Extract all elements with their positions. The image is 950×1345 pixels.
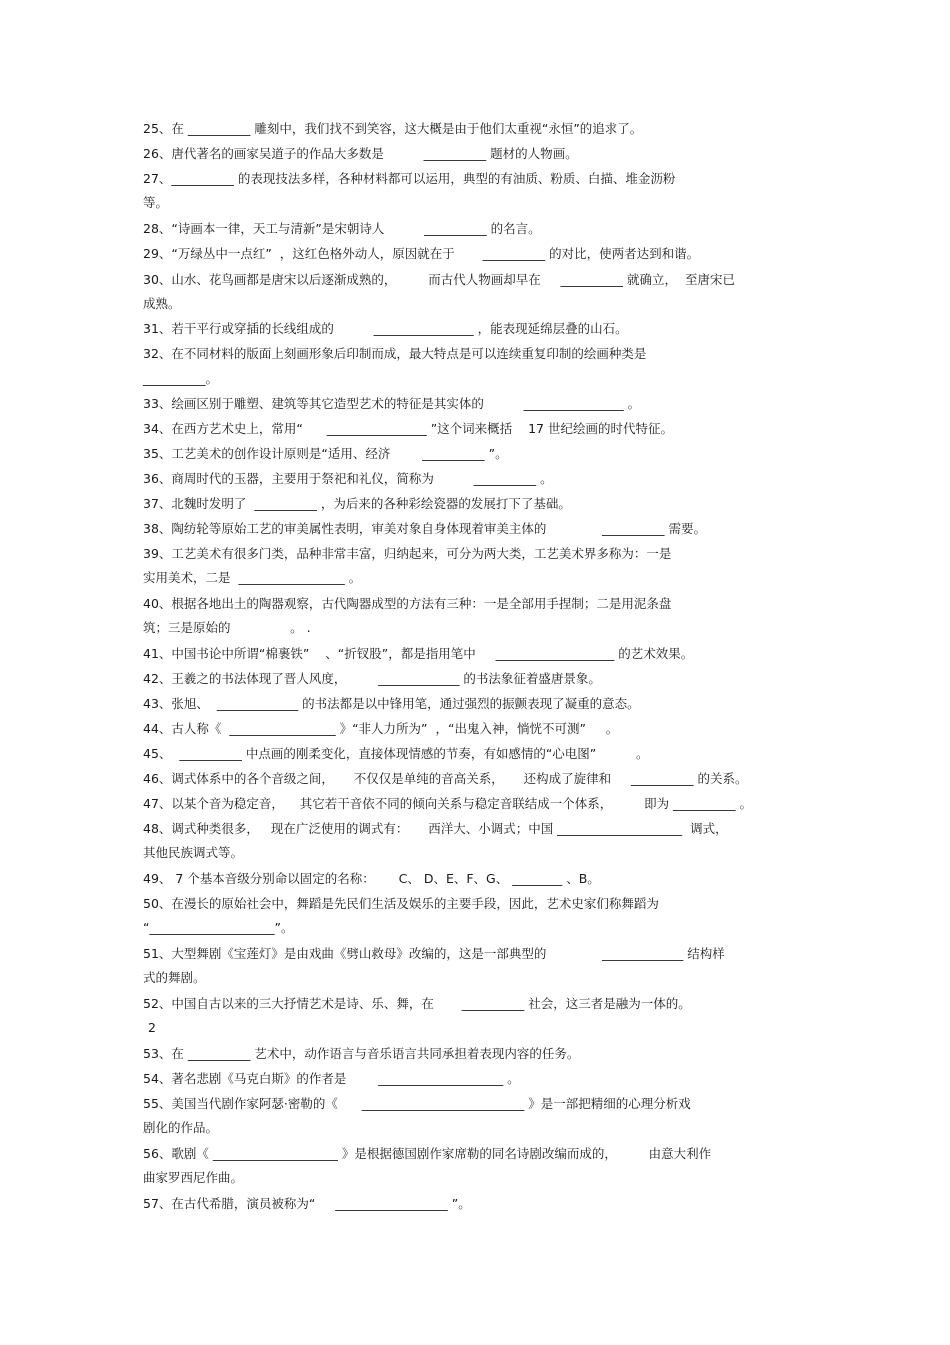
question-25: 25、在 __________ 雕刻中，我们找不到笑容，这大概是由于他们太重视“永恒”的追求了。 — [143, 121, 643, 136]
question-29: 29、“万绿丛中一点红” ，这红色格外动人，原因就在于 __________ 的对比，使两者达到和谐。 — [143, 246, 700, 261]
question-40: 40、根据各地出土的陶器观察，古代陶器成型的方法有三种：一是全部用手捏制；二是用泥条盘 — [143, 596, 672, 611]
question-30-cont: 成熟。 — [143, 296, 181, 311]
question-39: 39、工艺美术有很多门类，品种非常丰富，归纳起来，可分为两大类，工艺美术界多称为：一是 — [143, 546, 672, 561]
question-30: 30、山水、花鸟画都是唐宋以后逐渐成熟的， 而古代人物画却早在 __________ 就确立， 至唐宋已 — [143, 272, 735, 287]
question-40-cont: 筑；三是原始的 。 . — [143, 620, 311, 635]
question-46: 46、调式体系中的各个音级之间， 不仅仅是单纯的音高关系， 还构成了旋律和 __________ 的关系。 — [143, 771, 748, 786]
question-38: 38、陶纺轮等原始工艺的审美属性表明，审美对象自身体现着审美主体的 __________ 需要。 — [143, 521, 707, 536]
question-55: 55、美国当代剧作家阿瑟·密勒的《 __________________________ 》是一部把精细的心理分析戏 — [143, 1096, 691, 1111]
page-number: 2 — [148, 1020, 156, 1035]
question-49: 49、 7 个基本音级分别命以固定的名称： C、 D、E、F、G、 ________ 、B。 — [143, 871, 600, 886]
question-31: 31、若干平行或穿插的长线组成的 ________________ ，能表现延绵层叠的山石。 — [143, 321, 628, 336]
question-48: 48、调式种类很多， 现在广泛使用的调式有： 西洋大、小调式；中国 ____________________ 调式， — [143, 821, 728, 836]
question-26: 26、唐代著名的画家吴道子的作品大多数是 __________ 题材的人物画。 — [143, 146, 578, 161]
question-50-cont: “____________________”。 — [143, 920, 294, 935]
question-51-cont: 式的舞剧。 — [143, 970, 206, 985]
question-47: 47、以某个音为稳定音， 其它若干音依不同的倾向关系与稳定音联结成一个体系， 即为 __________ 。 — [143, 796, 753, 811]
question-32: 32、在不同材料的版面上刻画形象后印制而成，最大特点是可以连续重复印制的绘画种类是 — [143, 346, 647, 361]
question-42: 42、王羲之的书法体现了晋人风度， _____________ 的书法象征着盛唐景象。 — [143, 671, 601, 686]
question-55-cont: 剧化的作品。 — [143, 1120, 219, 1135]
question-51: 51、大型舞剧《宝莲灯》是由戏曲《劈山救母》改编的，这是一部典型的 _____________ 结构样 — [143, 946, 725, 961]
question-56-cont: 曲家罗西尼作曲。 — [143, 1170, 244, 1185]
question-33: 33、绘画区别于雕塑、建筑等其它造型艺术的特征是其实体的 ________________ 。 — [143, 396, 641, 411]
question-36: 36、商周时代的玉器，主要用于祭祀和礼仪，简称为 __________ 。 — [143, 471, 553, 486]
question-28: 28、“诗画本一律，天工与清新”是宋朝诗人 __________ 的名言。 — [143, 221, 541, 236]
question-54: 54、著名悲剧《马克白斯》的作者是 ____________________ 。 — [143, 1071, 520, 1086]
question-45: 45、 __________ 中点画的刚柔变化，直接体现情感的节奏，有如感情的“心电图” 。 — [143, 746, 649, 761]
question-27-cont: 等。 — [143, 195, 169, 210]
question-32-cont: __________。 — [143, 371, 219, 386]
question-57: 57、在古代希腊，演员被称为“ __________________ ”。 — [143, 1196, 471, 1211]
question-53: 53、在 __________ 艺术中，动作语言与音乐语言共同承担着表现内容的任务。 — [143, 1046, 580, 1061]
question-35: 35、工艺美术的创作设计原则是“适用、经济 __________ ”。 — [143, 446, 508, 461]
question-56: 56、歌剧《 ____________________ 》是根据德国剧作家席勒的同名诗剧改编而成的， 由意大利作 — [143, 1146, 712, 1161]
question-44: 44、古人称《 _________________ 》“非人力所为” ，“出鬼入神，惝恍不可测” 。 — [143, 721, 619, 736]
question-41: 41、中国书论中所谓“棉裹铁” 、“折钗股”，都是指用笔中 ___________________ 的艺术效果。 — [143, 646, 694, 661]
question-37: 37、北魏时发明了 __________ ，为后来的各种彩绘瓷器的发展打下了基础。 — [143, 496, 571, 511]
question-27: 27、__________ 的表现技法多样，各种材料都可以运用，典型的有油质、粉质、白描、堆金沥粉 — [143, 171, 676, 186]
question-34: 34、在西方艺术史上，常用“ ________________ ”这个词来概括 17 世纪绘画的时代特征。 — [143, 421, 673, 436]
question-50: 50、在漫长的原始社会中，舞蹈是先民们生活及娱乐的主要手段，因此，艺术史家们称舞蹈为 — [143, 896, 659, 911]
question-43: 43、张旭、 _____________ 的书法都是以中锋用笔，通过强烈的振颤表现了凝重的意态。 — [143, 696, 640, 711]
question-52: 52、中国自古以来的三大抒情艺术是诗、乐、舞，在 __________ 社会，这三者是融为一体的。 — [143, 996, 691, 1011]
question-48-cont: 其他民族调式等。 — [143, 845, 244, 860]
question-39-cont: 实用美术，二是 _________________ 。 — [143, 570, 362, 585]
